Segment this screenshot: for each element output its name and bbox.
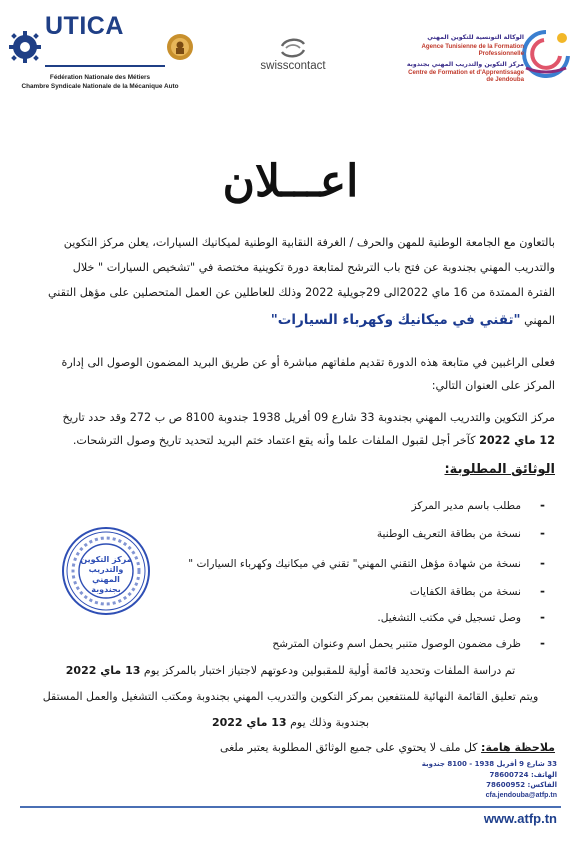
address-line-2-rest: كآخر أجل لقبول الملفات علما وأنه يقع اعتماد ختم البريد لتحديد تاريخ وصول الترشحات. [72,434,476,447]
swisscontact-name: swisscontact [260,60,326,72]
document-item: ظرف مضمون الوصول متنبر يحمل اسم وعنوان المترشح [272,638,521,650]
selection-line-3-prefix: بجندوبة وذلك يوم [290,716,370,729]
atfp-emblem-icon [516,28,576,78]
training-title-highlight: "تقني في ميكانيك وكهرباء السيارات" [270,312,521,328]
deadline-date: 12 ماي 2022 [479,434,555,447]
utica-chamber: Chambre Syndicale Nationale de la Mécanique Auto [21,83,179,90]
apply-line-1: فعلى الراغبين في متابعة هذه الدورة تقديم ملفاتهم مباشرة أو عن طريق البريد المضمون الوصول الى إدارة [61,356,555,369]
address-line-1: مركز التكوين والتدريب المهني بجندوبة 33 شارع 09 أفريل 1938 جندوبة 8100 ص ب 272 وقد حدد تاريخ [62,411,555,424]
document-item: مطلب باسم مدير المركز [411,500,521,512]
atfp-center-fr-2: de Jendouba [486,76,524,83]
selection-line-1 [0,664,581,677]
intro-line-4 [271,312,555,329]
utica-logo-block [5,8,195,108]
selection-line-2: ويتم تعليق القائمة النهائية للمنتفعين بمركز التكوين والتدريب المهني بجندوبة ومكتب التشغيل والعمل المستقل [42,690,539,703]
list-bullet: - [540,636,545,650]
intro-line-2: والتدريب المهني بجندوبة عن فتح باب الترشح لمتابعة دورة تكوينية مختصة في "تشخيص السيارات " خلال [72,261,555,274]
final-list-date: 13 ماي 2022 [211,716,287,729]
swisscontact-swirl-icon [278,38,308,58]
website-link[interactable]: www.atfp.tn [483,811,557,826]
footer-address: 33 شارع 9 أفريل 1938 - 8100 جندوبة [421,760,557,768]
official-stamp [60,525,152,617]
atfp-name-fr-2: Professionnelle [478,50,524,57]
list-bullet: - [540,498,545,512]
footer-divider [20,806,561,808]
apply-line-2: المركز على العنوان التالي: [431,379,555,392]
note-label: ملاحظة هامة: [481,741,555,754]
document-item: نسخة من بطاقة الكفايات [409,586,521,598]
utica-federation: Fédération Nationale des Métiers [49,74,151,81]
address-line-2 [73,433,555,449]
important-note [220,740,555,756]
stamp-line-1: مركز التكوين [80,555,132,564]
utica-brand-text: UTICA [45,12,124,40]
note-text: كل ملف لا يحتوي على جميع الوثائق المطلوبة يعتبر ملغى [219,741,478,754]
intro-line-4-prefix: المهني [524,314,555,327]
atfp-center-ar: مركز التكوين والتدريب المهني بجندوبة [406,61,524,68]
footer-email[interactable]: cfa.jendouba@atfp.tn [485,792,557,799]
selection-line-1-prefix: تم دراسة الملفات وتحديد قائمة أولية للمقبولين ودعوتهم لاجتياز اختبار بالمركز يوم [143,664,516,677]
footer-phone [490,771,557,779]
stamp-line-3: بجندوبة [91,585,121,594]
atfp-name-ar: الوكالة التونسية للتكوين المهني [427,34,524,41]
fax-label: الفاكس: [527,781,557,789]
intro-line-3: الفترة الممتدة من 16 ماي 2022الى 29جويلية 2022 وذلك للعاطلين عن العمل المتحصلين على مؤهل التقني [47,286,555,299]
document-item: نسخة من شهادة مؤهل التقني المهني" تقني في ميكانيك وكهرباء السيارات " [188,558,521,570]
test-date: 13 ماي 2022 [65,664,141,677]
document-item: نسخة من بطاقة التعريف الوطنية [376,528,521,540]
footer-fax [486,781,557,789]
document-item: وصل تسجيل في مكتب التشغيل. [377,612,521,624]
phone-label: الهاتف: [530,771,557,779]
intro-line-1: بالتعاون مع الجامعة الوطنية للمهن والحرف / الغرفة النقابية الوطنية لميكانيك السيارات، يعلن مركز التكوين [63,236,555,249]
list-bullet: - [540,584,545,598]
phone-number: 78600724 [489,771,529,779]
stamp-line-2: والتدريب المهني [88,565,124,584]
atfp-logo-block [388,8,576,108]
atfp-name-fr-1: Agence Tunisienne de la Formation [421,43,524,50]
selection-line-3 [0,716,581,729]
list-bullet: - [540,526,545,540]
documents-heading: الوثائق المطلوبة: [444,462,555,477]
list-bullet: - [540,610,545,624]
list-bullet: - [540,556,545,570]
fax-number: 78600952 [486,781,526,789]
atfp-center-fr-1: Centre de Formation et d'Apprentissage [408,69,524,76]
page-title: اعـــلان [222,156,359,207]
swisscontact-logo-block [238,38,348,78]
